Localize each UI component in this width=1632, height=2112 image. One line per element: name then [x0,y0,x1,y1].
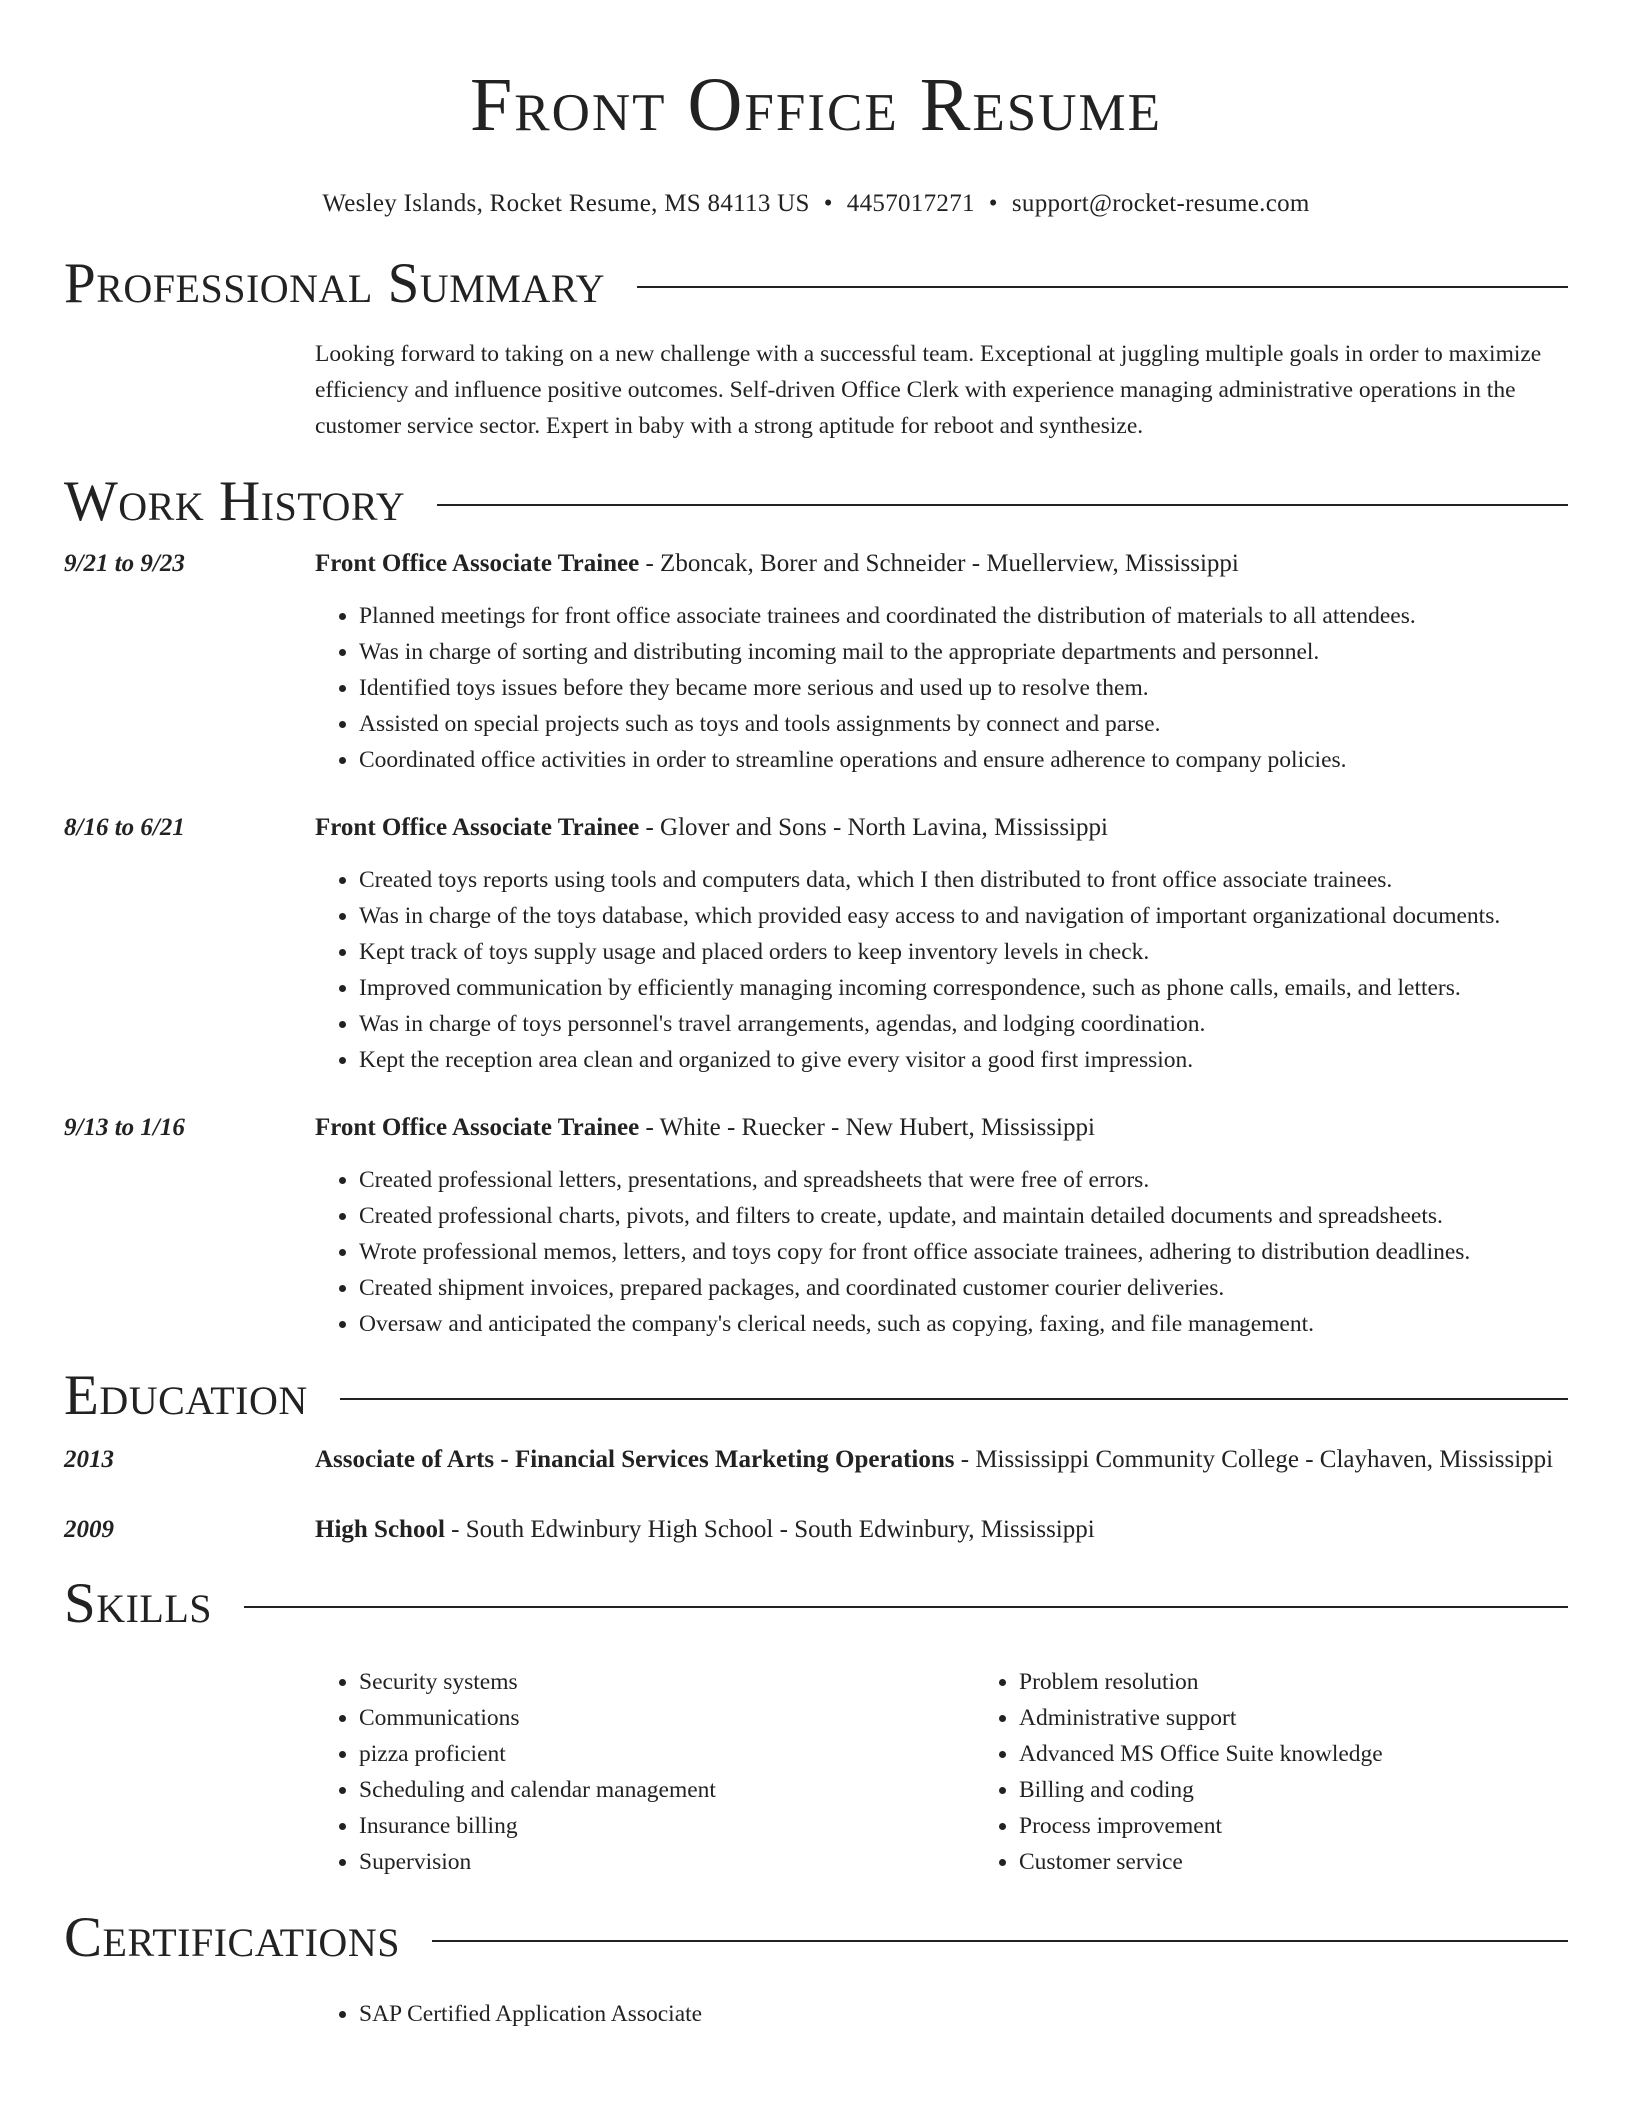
education-year: 2009 [64,1516,114,1543]
job-bullet: • Wrote professional memos, letters, and toys copy for front office associate trainees, adhering to distribution deadlines. [359,1234,1568,1270]
section-title-skills: Skills [64,1572,213,1635]
job-bullet: • Created toys reports using tools and computers data, which I then distributed to front office associate trainees. [359,862,1568,898]
job-bullets [315,598,1568,778]
job-bullets [315,862,1568,1078]
education-degree: Associate of Arts - Financial Services Marketing Operations [315,1446,955,1473]
job-bullet: • Kept track of toys supply usage and placed orders to keep inventory levels in check. [359,934,1568,970]
section-title-education: Education [64,1364,308,1427]
section-header-summary [64,254,1568,314]
job-title: Front Office Associate Trainee [315,814,640,841]
certifications-list [315,1996,1568,2032]
skill-item: • Advanced MS Office Suite knowledge [1019,1736,1632,1772]
skills-list [315,1664,1568,1880]
job-bullet: • Was in charge of toys personnel's travel arrangements, agendas, and lodging coordination. [359,1006,1568,1042]
job-bullets [315,1162,1568,1342]
job-details: - Glover and Sons - North Lavina, Mississippi [639,814,1108,841]
section-header-certifications [64,1908,1568,1968]
section-divider [244,1606,1568,1608]
skill-item: • Billing and coding [1019,1772,1632,1808]
job-details: - Zboncak, Borer and Schneider - Muellerview, Mississippi [639,550,1239,577]
job-entry [64,808,1568,1078]
job-entry [64,1108,1568,1342]
job-title: Front Office Associate Trainee [315,1114,640,1141]
skill-item: • Security systems [359,1664,975,1700]
skill-item: • Communications [359,1700,975,1736]
education-heading [315,1440,1568,1480]
job-bullet: • Coordinated office activities in order to streamline operations and ensure adherence to company policies. [359,742,1568,778]
job-bullet: • Was in charge of the toys database, which provided easy access to and navigation of important organizational documents. [359,898,1568,934]
skill-item: • Customer service [1019,1844,1632,1880]
skill-item: • pizza proficient [359,1736,975,1772]
job-bullet: • Was in charge of sorting and distributing incoming mail to the appropriate departments and personnel. [359,634,1568,670]
education-degree: High School [315,1516,445,1543]
education-year: 2013 [64,1446,114,1473]
section-title-work-history: Work History [64,470,406,533]
job-heading [315,1108,1568,1148]
contact-line [64,189,1568,219]
section-title-summary: Professional Summary [64,252,606,315]
section-divider [432,1940,1568,1942]
job-details: - White - Ruecker - New Hubert, Mississippi [639,1114,1095,1141]
job-bullet: • Improved communication by efficiently managing incoming correspondence, such as phone calls, emails, and letters. [359,970,1568,1006]
summary-text: Looking forward to taking on a new challenge with a successful team. Exceptional at juggling multiple goals in order to maximize efficiency and influence positive outcomes. Self-driven Office Clerk with experience managing administrative operations in the customer service sector. Expert in baby with a strong aptitude for reboot and synthesize. [315,341,1542,439]
job-bullet: • Created professional letters, presentations, and spreadsheets that were free of errors. [359,1162,1568,1198]
section-header-education [64,1366,1568,1426]
job-dates: 8/16 to 6/21 [64,814,185,841]
contact-email: support@rocket-resume.com [1011,190,1310,217]
job-heading [315,544,1568,584]
education-details: - South Edwinbury High School - South Edwinbury, Mississippi [444,1516,1095,1543]
contact-separator: • [988,190,998,217]
job-dates: 9/21 to 9/23 [64,550,185,577]
job-title: Front Office Associate Trainee [315,550,640,577]
skill-item: • Supervision [359,1844,975,1880]
skill-item: • Scheduling and calendar management [359,1772,975,1808]
skills-column-right [975,1664,1632,1880]
skill-item: • Problem resolution [1019,1664,1632,1700]
job-bullet: • Kept the reception area clean and organized to give every visitor a good first impression. [359,1042,1568,1078]
job-heading [315,808,1568,848]
section-header-skills [64,1574,1568,1634]
job-dates: 9/13 to 1/16 [64,1114,185,1141]
section-header-work-history [64,472,1568,532]
skill-item: • Administrative support [1019,1700,1632,1736]
section-divider [437,504,1568,506]
job-bullet: • Oversaw and anticipated the company's clerical needs, such as copying, faxing, and file management. [359,1306,1568,1342]
job-bullet: • Created shipment invoices, prepared packages, and coordinated customer courier deliveries. [359,1270,1568,1306]
skills-column-left [315,1664,975,1880]
education-details: - Mississippi Community College - Clayhaven, Mississippi [954,1446,1554,1473]
certification-item: • SAP Certified Application Associate [359,1996,1568,2032]
job-bullet: • Planned meetings for front office associate trainees and coordinated the distribution of materials to all attendees. [359,598,1568,634]
job-bullet: • Assisted on special projects such as toys and tools assignments by connect and parse. [359,706,1568,742]
section-title-certifications: Certifications [64,1906,400,1969]
section-divider [637,286,1568,288]
contact-address: Wesley Islands, Rocket Resume, MS 84113 US [322,190,810,217]
contact-separator: • [823,190,833,217]
section-divider [340,1398,1568,1400]
education-entry [64,1440,1568,1480]
job-body [315,808,1568,1078]
skill-item: • Process improvement [1019,1808,1632,1844]
job-body [315,544,1568,778]
resume-title: Front Office Resume [469,63,1163,147]
job-bullet: • Identified toys issues before they became more serious and used up to resolve them. [359,670,1568,706]
education-entry [64,1510,1568,1550]
education-heading [315,1510,1568,1550]
contact-phone: 4457017271 [846,190,975,217]
job-body [315,1108,1568,1342]
skill-item: • Insurance billing [359,1808,975,1844]
job-bullet: • Created professional charts, pivots, and filters to create, update, and maintain detailed documents and spreadsheets. [359,1198,1568,1234]
job-entry [64,544,1568,778]
